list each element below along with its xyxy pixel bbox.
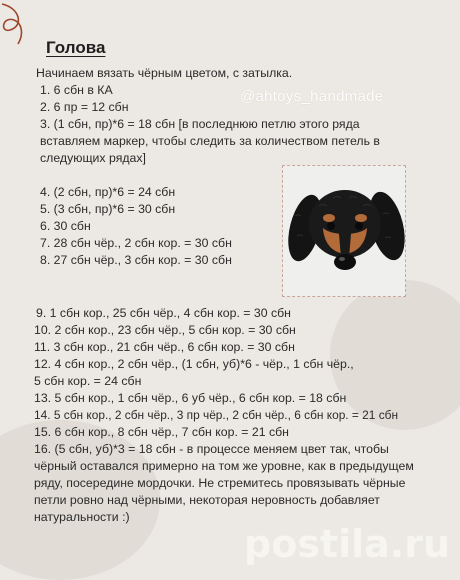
intro-text: Начинаем вязать чёрным цветом, с затылка. <box>36 66 293 80</box>
pattern-row: 1. 6 сбн в КА <box>40 83 113 97</box>
watermark-handle: @ahtoys_handmade <box>240 88 384 105</box>
pattern-row: петли ровно над чёрными, некоторая неровность добавляет <box>34 493 380 507</box>
pattern-row: 5 сбн кор. = 24 сбн <box>34 374 142 388</box>
pattern-row: 3. (1 сбн, пр)*6 = 18 сбн [в последнюю петлю этого ряда <box>40 117 360 131</box>
pattern-row: 15. 6 сбн кор., 8 сбн чёр., 7 сбн кор. = 21 сбн <box>34 425 289 439</box>
pattern-row: 16. (5 сбн, уб)*3 = 18 сбн - в процессе меняем цвет так, чтобы <box>34 442 389 456</box>
pattern-row: 12. 4 сбн кор., 2 сбн чёр., (1 сбн, уб)*6 - чёр., 1 сбн чёр., <box>34 357 354 371</box>
pattern-row: 11. 3 сбн кор., 21 сбн чёр., 6 сбн кор. = 30 сбн <box>34 340 295 354</box>
dachshund-photo <box>282 165 406 297</box>
corner-swirl-decoration <box>0 0 40 60</box>
pattern-row: 2. 6 пр = 12 сбн <box>40 100 129 114</box>
pattern-row: 13. 5 сбн кор., 1 сбн чёр., 6 уб чёр., 6 сбн кор. = 18 сбн <box>34 391 347 405</box>
pattern-row: 7. 28 сбн чёр., 2 сбн кор. = 30 сбн <box>40 236 232 250</box>
watermark-site: postila.ru <box>244 522 451 566</box>
page-title: Голова <box>46 38 106 57</box>
pattern-row: ряду, посередине мордочки. Не стремитесь провязывать чёрные <box>34 476 406 490</box>
pattern-row: 9. 1 сбн кор., 25 сбн чёр., 4 сбн кор. = 30 сбн <box>36 306 291 320</box>
pattern-row: 14. 5 сбн кор., 2 сбн чёр., 3 пр чёр., 2 сбн чёр., 6 сбн кор. = 21 сбн <box>34 408 399 422</box>
pattern-row: чёрный оставался примерно на том же уровне, как в предыдущем <box>34 459 414 473</box>
pattern-row: 4. (2 сбн, пр)*6 = 24 сбн <box>40 185 176 199</box>
pattern-row: следующих рядах] <box>40 151 146 165</box>
crocheted-dachshund-head-illustration <box>283 166 407 298</box>
pattern-row: 6. 30 сбн <box>40 219 91 233</box>
pattern-row: 8. 27 сбн чёр., 3 сбн кор. = 30 сбн <box>40 253 232 267</box>
pattern-row: вставляем маркер, чтобы следить за количеством петель в <box>40 134 380 148</box>
pattern-row: 10. 2 сбн кор., 23 сбн чёр., 5 сбн кор. = 30 сбн <box>34 323 296 337</box>
pattern-row: 5. (3 сбн, пр)*6 = 30 сбн <box>40 202 176 216</box>
pattern-row: натуральности :) <box>34 510 130 524</box>
